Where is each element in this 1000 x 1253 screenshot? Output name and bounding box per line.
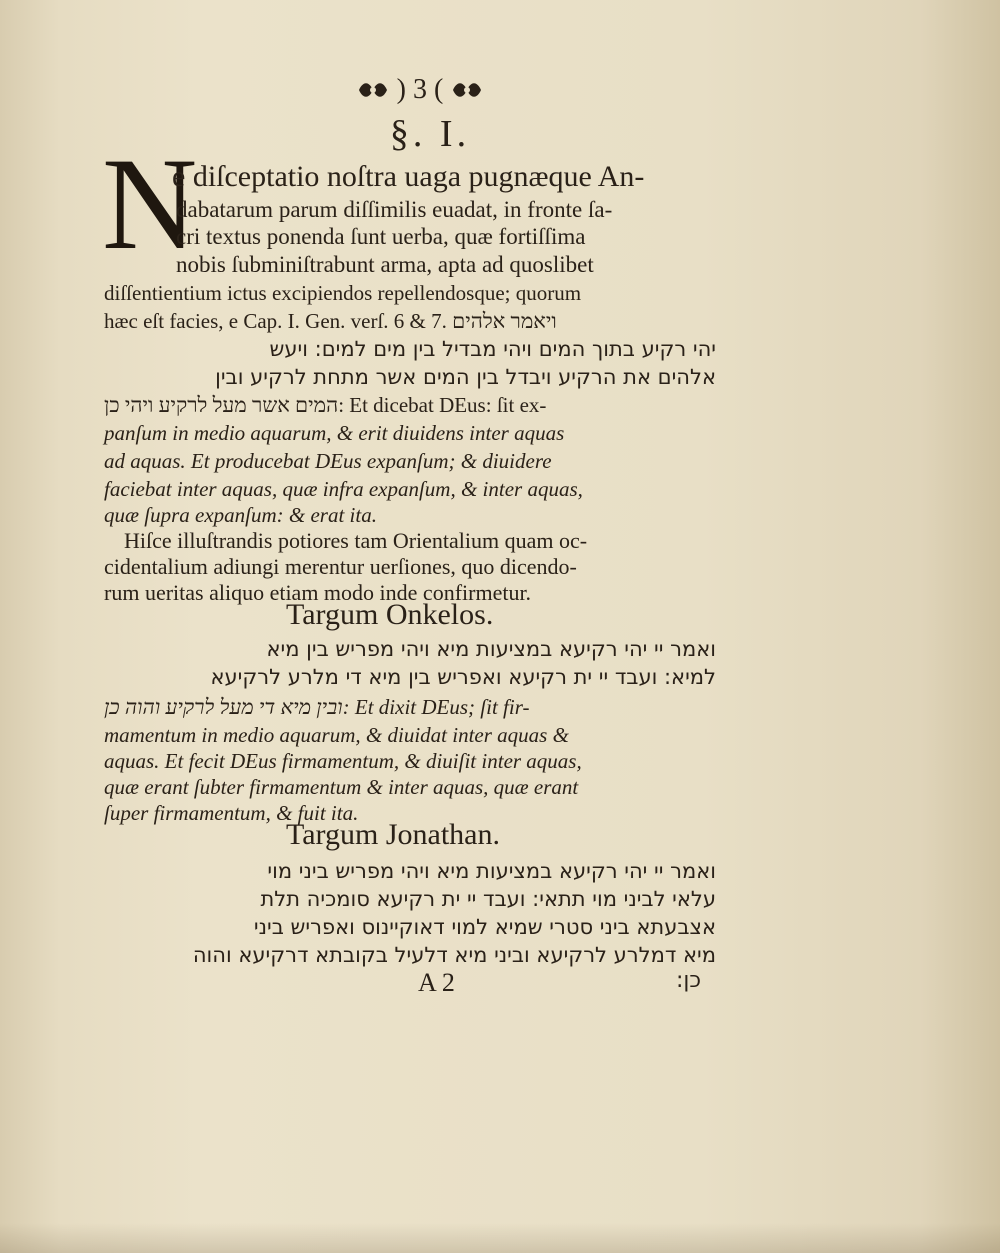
hebrew-line: מיא דמלרע לרקיעא וביני מיא דלעיל בקובתא דרקיעא והוה <box>192 943 716 967</box>
right-ornament-icon <box>451 79 483 101</box>
text-line: המים אשר מעל לרקיע ויהי כן: Et dicebat DEus: ſit ex- <box>104 393 547 417</box>
text-line: quæ erant ſubter firmamentum & inter aquas, quæ erant <box>104 775 579 799</box>
text-line: panſum in medio aquarum, & erit diuidens inter aquas <box>104 421 565 445</box>
text-line: mamentum in medio aquarum, & diuidat inter aquas & <box>104 723 569 747</box>
page-number: ) 3 ( <box>396 74 444 105</box>
text-line: ובין מיא די מעל לרקיע והוה כן: Et dixit DEus; ſit fir- <box>104 695 530 719</box>
text-line: diſſentientium ictus excipiendos repellendosque; quorum <box>104 281 582 305</box>
text-line: quæ ſupra expanſum: & erat ita. <box>104 503 377 527</box>
hebrew-line: יהי רקיע בתוך המים ויהי מבדיל בין מים למים: ויעש <box>269 337 716 361</box>
drop-capital: N <box>102 130 198 277</box>
signature-mark: A 2 <box>418 968 455 997</box>
catchword: כן: <box>676 968 702 993</box>
hebrew-line: למיא: ועבד יי ית רקיעא ואפריש בין מיא די מלרע לרקיעא <box>210 665 716 689</box>
page-header <box>320 72 520 108</box>
text-line: ſuper firmamentum, & fuit ita. <box>104 801 359 825</box>
section-heading: §. I. <box>389 113 471 155</box>
text-line: faciebat inter aquas, quæ infra expanſum, & inter aquas, <box>104 477 583 501</box>
onkelos-heading: Targum Onkelos. <box>286 598 494 631</box>
hebrew-line: אלהים את הרקיע ויבדל בין המים אשר מתחת לרקיע ובין <box>215 365 716 389</box>
hebrew-line: עלאי לביני מוי תתאי: ועבד יי ית רקיעא סומכיה תלת <box>260 887 716 911</box>
hebrew-line: אצבעתא ביני סטרי שמיא למוי דאוקיינוס ואפריש ביני <box>253 915 716 939</box>
hebrew-line: ואמר יי יהי רקיעא במציעות מיא ויהי מפריש ביני מוי <box>267 859 716 883</box>
text-line: dabatarum parum diſſimilis euadat, in fronte ſa- <box>176 197 613 222</box>
text-line: aquas. Et fecit DEus firmamentum, & diuiſit inter aquas, <box>104 749 582 773</box>
text-line: Hiſce illuſtrandis potiores tam Orientalium quam oc- <box>124 528 588 553</box>
left-ornament-icon <box>357 79 389 101</box>
text-line: cri textus ponenda ſunt uerba, quæ fortiſſima <box>176 224 586 249</box>
text-line: hæc eſt facies, e Cap. I. Gen. verſ. 6 & 7. ויאמר אלהים <box>104 309 557 333</box>
jonathan-heading: Targum Jonathan. <box>286 818 500 851</box>
hebrew-line: ואמר יי יהי רקיעא במציעות מיא ויהי מפריש בין מיא <box>266 637 716 661</box>
text-line: nobis ſubminiſtrabunt arma, apta ad quoslibet <box>176 252 594 277</box>
text-line: cidentalium adiungi merentur uerſiones, quo dicendo- <box>104 554 577 579</box>
text-line: ad aquas. Et producebat DEus expanſum; & diuidere <box>104 449 552 473</box>
text-line: e diſceptatio noſtra uaga pugnæque An- <box>172 160 645 193</box>
text-line: rum ueritas aliquo etiam modo inde confirmetur. <box>104 580 532 605</box>
